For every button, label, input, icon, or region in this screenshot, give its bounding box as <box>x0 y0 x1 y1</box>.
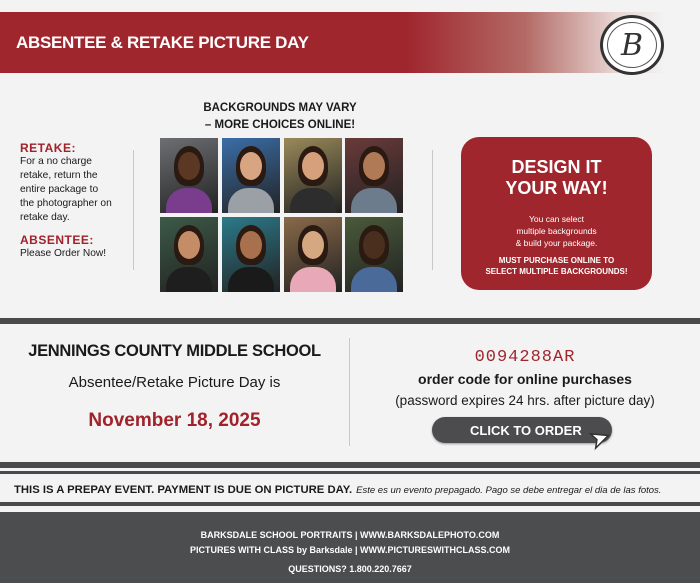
picture-day-date: November 18, 2025 <box>88 410 261 431</box>
order-code-label: order code for online purchases <box>418 371 632 387</box>
footer <box>0 512 700 583</box>
picture-day-text: Absentee/Retake Picture Day is <box>68 374 281 391</box>
student-portrait-photo <box>160 217 218 292</box>
click-to-order-label: CLICK TO ORDER <box>470 422 582 438</box>
page-title: ABSENTEE & RETAKE PICTURE DAY <box>16 33 309 52</box>
footer-line2: PICTURES WITH CLASS by Barksdale | WWW.PICTURESWITHCLASS.COM <box>189 545 511 555</box>
prepay-notice <box>14 484 661 496</box>
design-sub2: multiple backgrounds <box>516 226 597 236</box>
password-note: (password expires 24 hrs. after picture day) <box>395 393 655 408</box>
cursor-arrow-icon: ➤ <box>585 422 615 455</box>
absentee-heading: ABSENTEE: <box>20 233 94 247</box>
click-to-order-button[interactable] <box>432 417 612 443</box>
school-name: JENNINGS COUNTY MIDDLE SCHOOL <box>28 342 321 360</box>
footer-line1: BARKSDALE SCHOOL PORTRAITS | WWW.BARKSDALEPHOTO.COM <box>200 530 500 540</box>
divider-line <box>0 471 700 474</box>
student-portrait-photo <box>345 217 403 292</box>
design-it-your-way-box <box>461 137 652 290</box>
order-code: 0094288AR <box>474 348 576 367</box>
backgrounds-note <box>190 100 370 134</box>
design-title-line2: YOUR WAY! <box>505 178 608 198</box>
absentee-text: Please Order Now! <box>20 248 107 259</box>
student-portrait-photo <box>284 138 342 213</box>
student-portrait-photo <box>222 217 280 292</box>
divider <box>432 150 433 270</box>
student-portrait-photo <box>284 217 342 292</box>
design-sub3: & build your package. <box>515 238 598 248</box>
design-must2: SELECT MULTIPLE BACKGROUNDS! <box>485 267 628 276</box>
design-title-line1: DESIGN IT <box>511 157 602 177</box>
barksdale-logo: B <box>600 15 664 75</box>
divider-line <box>0 462 700 468</box>
backgrounds-note-line1: BACKGROUNDS MAY VARY <box>203 102 357 114</box>
design-sub1: You can select <box>529 214 584 224</box>
student-portrait-photo <box>160 138 218 213</box>
divider <box>133 150 134 270</box>
retake-heading: RETAKE: <box>20 141 76 155</box>
student-portrait-photo <box>345 138 403 213</box>
footer-questions: QUESTIONS? 1.800.220.7667 <box>288 564 412 574</box>
prepay-english: THIS IS A PREPAY EVENT. PAYMENT IS DUE ON PICTURE DAY. <box>14 484 353 496</box>
backgrounds-note-line2: – MORE CHOICES ONLINE! <box>204 119 356 131</box>
divider-line <box>0 318 700 324</box>
design-must1: MUST PURCHASE ONLINE TO <box>498 256 615 265</box>
student-portrait-photo <box>222 138 280 213</box>
retake-absentee-info <box>20 141 130 261</box>
divider-line <box>0 502 700 506</box>
prepay-spanish: Este es un evento prepagado. Pago se debe entregar el dia de las fotos. <box>356 485 662 496</box>
retake-text: For a no charge retake, return the entire package to the photographer on retake day. <box>20 156 112 223</box>
